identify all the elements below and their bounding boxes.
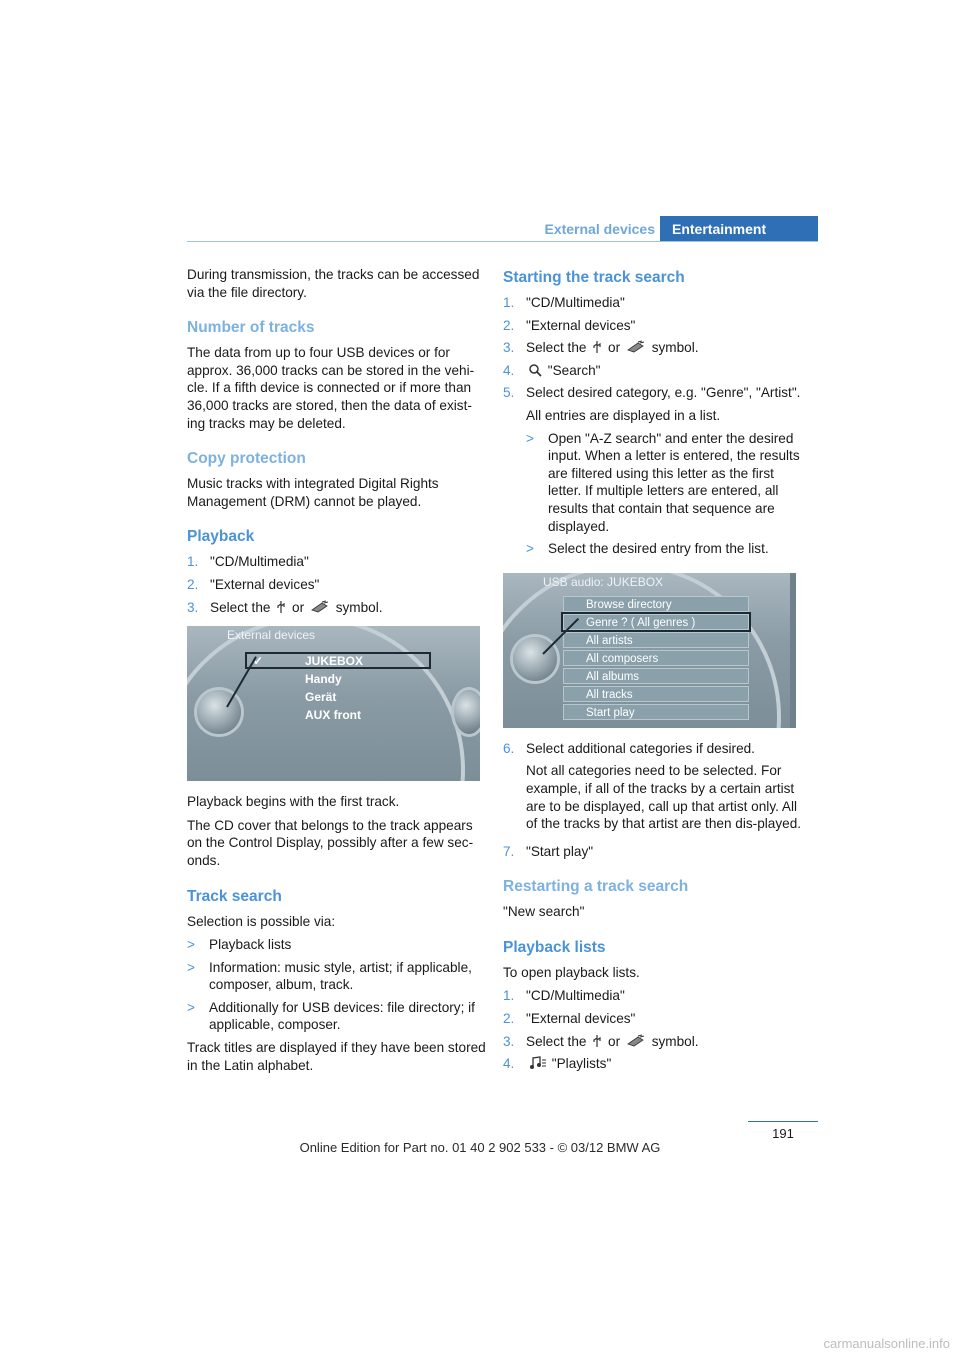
menu-item: Start play: [563, 704, 749, 720]
list-item: [503, 294, 803, 312]
menu-item: Browse directory: [563, 596, 749, 612]
intro-paragraph: During transmission, the tracks can be accessed via the file directory.: [187, 267, 480, 300]
list-item: [187, 576, 487, 594]
step-text-mid: or: [608, 1033, 621, 1049]
step-text: "CD/Multimedia": [210, 554, 309, 570]
menu-item: Genre ? ( All genres ): [563, 614, 749, 630]
watermark: carmanualsonline.info: [823, 1336, 950, 1351]
list-item: [187, 959, 487, 994]
step-text-post: symbol.: [335, 599, 383, 615]
track-search-heading: Track search: [187, 887, 282, 905]
step-text: "External devices": [526, 1011, 636, 1027]
list-item: [503, 987, 803, 1005]
step-text-pre: Select the: [210, 599, 271, 615]
starting-track-search-heading: Starting the track search: [503, 269, 685, 286]
list-item: [187, 936, 487, 954]
screen-title: External devices: [227, 628, 316, 643]
step-number: 5.: [503, 385, 515, 401]
right-edge: [790, 573, 796, 728]
step-text-mid: or: [608, 340, 621, 356]
list-item: [503, 843, 803, 861]
playback-lists-heading: Playback lists: [503, 938, 606, 956]
step-text: [526, 362, 803, 380]
list-item: [526, 540, 803, 558]
list-item: [503, 1055, 803, 1073]
step-text: "Start play": [526, 843, 594, 859]
step-number: 3.: [503, 340, 515, 356]
step-text-pre: Select the: [526, 340, 587, 356]
bullet-text: Select the desired entry from the list.: [548, 541, 769, 557]
step-6-text: Select additional categories if desired.: [526, 740, 755, 756]
number-of-tracks-text: The data from up to four USB devices or for approx. 36,000 tracks can be stored in the vehi-cle. If a fifth device is connected or if more than 36,000 tracks are stored, then the data of exist-ing tracks may be deleted.: [187, 345, 475, 431]
menu-item: All tracks: [563, 686, 749, 702]
menu-item: Handy: [305, 672, 342, 687]
list-item: [503, 317, 803, 335]
phone-device-icon: [626, 1034, 646, 1048]
copy-protection-text: Music tracks with integrated Digital Rights Management (DRM) cannot be played.: [187, 476, 439, 509]
right-column: [503, 266, 803, 1078]
screen-title: USB audio: JUKEBOX: [543, 574, 664, 589]
step-text: [526, 384, 803, 562]
playback-begins-text: Playback begins with the first track.: [187, 794, 400, 810]
usb-icon: [276, 600, 286, 614]
playlist-icon: [528, 1056, 546, 1070]
controller-knob-right: [454, 690, 480, 734]
bullet-text: Open "A-Z search" and enter the desired input. When a letter is entered, the results are filtered using this letter as the first letter. If multiple letters are entered, all results that contain that sequence are displayed.: [548, 430, 800, 534]
online-edition-line: Online Edition for Part no. 01 40 2 902 533 - © 03/12 BMW AG: [299, 1140, 661, 1155]
copy-protection-heading: Copy protection: [187, 450, 306, 468]
step-number: 1.: [503, 295, 515, 310]
list-item: [503, 1033, 803, 1051]
bullet-text: Playback lists: [209, 937, 292, 953]
bullet-marker: >: [526, 541, 534, 557]
step-6-note: Not all categories need to be selected. For example, if all of the tracks by a certain artist are to be displayed, call up that artist only. All of the tracks by that artist are then dis-played.: [526, 763, 802, 832]
list-item: [503, 740, 803, 838]
bullet-marker: >: [526, 430, 534, 446]
step-number: 3.: [503, 1033, 515, 1049]
track-search-lead: Selection is possible via:: [187, 913, 336, 929]
step-number: 4.: [503, 362, 515, 378]
selection-frame: [561, 612, 751, 632]
usb-audio-screenshot: [503, 573, 796, 728]
step-text-mid: or: [292, 599, 305, 615]
running-header-chapter: Entertainment: [660, 216, 818, 242]
step-text-search: "Search": [547, 362, 601, 378]
menu-item: Gerät: [305, 690, 337, 705]
step-5-note: All entries are displayed in a list.: [526, 407, 721, 423]
search-icon: [528, 363, 542, 377]
external-devices-screenshot: [187, 626, 480, 781]
list-item: [503, 384, 803, 562]
phone-device-icon: [626, 340, 646, 354]
header-rule: [187, 241, 818, 242]
playback-steps: [187, 553, 487, 616]
restarting-text: "New search": [503, 904, 585, 920]
bullet-marker: >: [187, 959, 195, 975]
restarting-heading: Restarting a track search: [503, 878, 689, 896]
controller-knob: [197, 690, 241, 734]
step-text: [526, 1033, 803, 1051]
step-text: [210, 599, 487, 617]
list-item: [187, 599, 487, 617]
running-header-section: External devices: [544, 221, 655, 237]
step-number: 2.: [503, 1011, 515, 1027]
footer-rule: [748, 1121, 818, 1122]
bullet-text: Information: music style, artist; if applicable, composer, album, track.: [209, 959, 472, 993]
list-item: [503, 339, 803, 357]
step-text-post: symbol.: [651, 340, 699, 356]
menu-item: JUKEBOX: [305, 654, 364, 669]
bullet-marker: >: [187, 999, 195, 1015]
step-text-post: symbol.: [651, 1033, 699, 1049]
bullet-text: Additionally for USB devices: file directory; if applicable, composer.: [209, 999, 475, 1033]
step-text: [526, 1055, 803, 1073]
step-number: 7.: [503, 843, 515, 859]
menu-item: All albums: [563, 668, 749, 684]
playback-lists-lead: To open playback lists.: [503, 964, 640, 980]
left-column: [187, 266, 487, 1080]
step-text: "CD/Multimedia": [526, 988, 625, 1004]
menu-item: All artists: [563, 632, 749, 648]
step-text: "External devices": [210, 576, 320, 592]
step-number: 1.: [187, 554, 199, 570]
list-item: [526, 430, 803, 536]
menu-item-check: ✓: [253, 654, 264, 669]
step-text: "External devices": [526, 317, 636, 333]
list-item: [503, 1010, 803, 1028]
step-5-text: Select desired category, e.g. "Genre", "Artist".: [526, 385, 801, 401]
step-number: 6.: [503, 740, 515, 756]
step-text: [526, 339, 803, 357]
step-text: [526, 740, 803, 838]
step-number: 3.: [187, 599, 199, 615]
list-item: [503, 362, 803, 380]
number-of-tracks-heading: Number of tracks: [187, 319, 315, 337]
cd-cover-text: The CD cover that belongs to the track appears on the Control Display, possibly after a few sec-onds.: [187, 817, 474, 868]
menu-item: AUX front: [305, 708, 361, 723]
menu-item: All composers: [563, 650, 749, 666]
step-number: 2.: [503, 317, 515, 333]
track-titles-note: Track titles are displayed if they have been stored in the Latin alphabet.: [187, 1040, 486, 1073]
usb-icon: [592, 1034, 602, 1048]
playback-heading: Playback: [187, 528, 255, 546]
page-number: 191: [772, 1126, 794, 1141]
step-number: 1.: [503, 988, 515, 1004]
playback-lists-steps: [503, 987, 803, 1072]
list-item: [187, 999, 487, 1034]
step-text-playlists: "Playlists": [551, 1056, 612, 1072]
step-number: 4.: [503, 1056, 515, 1072]
usb-icon: [592, 340, 602, 354]
step-text-pre: Select the: [526, 1033, 587, 1049]
starting-steps: [503, 294, 803, 563]
bullet-marker: >: [187, 937, 195, 953]
list-item: [187, 553, 487, 571]
step-number: 2.: [187, 576, 199, 592]
step-text: "CD/Multimedia": [526, 295, 625, 310]
phone-device-icon: [310, 600, 330, 614]
